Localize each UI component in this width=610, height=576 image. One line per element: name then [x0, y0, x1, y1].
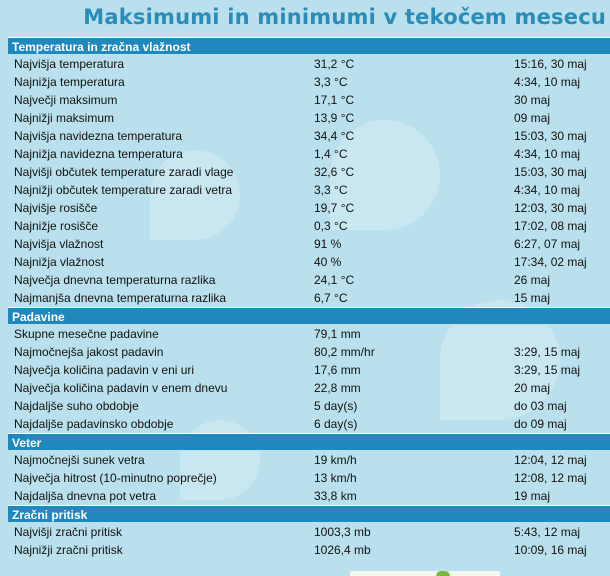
row-label: Najnižji maksimum [14, 111, 115, 125]
row-label: Najnižja navidezna temperatura [14, 147, 183, 161]
row-time: 3:29, 15 maj [514, 363, 581, 377]
row-value: 13 km/h [314, 471, 357, 485]
row-label: Najnižja vlažnost [14, 255, 105, 269]
table-row [8, 253, 610, 271]
row-time: 09 maj [514, 111, 551, 125]
table-row [8, 145, 610, 163]
records-table [8, 37, 610, 559]
row-value: 17,6 mm [314, 363, 361, 377]
row-time: 17:34, 02 maj [514, 255, 587, 269]
section-header: Temperatura in zračna vlažnost [8, 37, 610, 55]
row-label: Največja količina padavin v enem dnevu [14, 381, 228, 395]
row-label: Največja hitrost (10-minutno poprečje) [14, 471, 217, 485]
row-label: Največji maksimum [14, 93, 118, 107]
table-row [8, 379, 610, 397]
row-label: Najvišje rosišče [14, 201, 98, 215]
section-header: Veter [8, 433, 610, 451]
table-row [8, 415, 610, 433]
table-row [8, 397, 610, 415]
table-row [8, 109, 610, 127]
row-label: Najvišji zračni pritisk [14, 525, 123, 539]
table-row [8, 127, 610, 145]
row-value: 79,1 mm [314, 327, 361, 341]
row-value: 6,7 °C [314, 291, 348, 305]
page-title: Maksimumi in minimumi v tekočem mesecu [83, 5, 606, 29]
row-time: 15:16, 30 maj [514, 57, 587, 71]
table-row [8, 91, 610, 109]
row-value: 1026,4 mb [314, 543, 371, 557]
row-label: Najnižji občutek temperature zaradi vetra [14, 183, 233, 197]
table-row [8, 271, 610, 289]
row-time: do 09 maj [514, 417, 567, 431]
table-row [8, 163, 610, 181]
row-label: Najvišji občutek temperature zaradi vlage [14, 165, 234, 179]
row-label: Največja dnevna temperaturna razlika [14, 273, 216, 287]
row-time: 15:03, 30 maj [514, 129, 587, 143]
table-row [8, 469, 610, 487]
row-value: 22,8 mm [314, 381, 361, 395]
row-time: 6:27, 07 maj [514, 237, 581, 251]
section-header: Zračni pritisk [8, 505, 610, 523]
row-label: Najmočnejši sunek vetra [14, 453, 145, 467]
row-value: 3,3 °C [314, 183, 348, 197]
row-time: 30 maj [514, 93, 551, 107]
table-row [8, 343, 610, 361]
row-value: 24,1 °C [314, 273, 355, 287]
row-time: 17:02, 08 maj [514, 219, 587, 233]
row-value: 19 km/h [314, 453, 357, 467]
row-value: 5 day(s) [314, 399, 358, 413]
footer-badge [350, 571, 500, 576]
row-time: 12:03, 30 maj [514, 201, 587, 215]
row-label: Najvišja vlažnost [14, 237, 104, 251]
row-label: Najnižji zračni pritisk [14, 543, 123, 557]
row-value: 32,6 °C [314, 165, 355, 179]
table-row [8, 217, 610, 235]
section-header: Padavine [8, 307, 610, 325]
row-value: 33,8 km [314, 489, 357, 503]
table-row [8, 181, 610, 199]
row-time: 4:34, 10 maj [514, 75, 581, 89]
row-value: 3,3 °C [314, 75, 348, 89]
row-value: 31,2 °C [314, 57, 355, 71]
row-time: 15 maj [514, 291, 551, 305]
row-time: 20 maj [514, 381, 551, 395]
table-row [8, 523, 610, 541]
row-label: Najnižje rosišče [14, 219, 99, 233]
table-row [8, 451, 610, 469]
row-value: 13,9 °C [314, 111, 355, 125]
table-row [8, 361, 610, 379]
row-time: 19 maj [514, 489, 551, 503]
row-label: Skupne mesečne padavine [14, 327, 159, 341]
table-row [8, 289, 610, 307]
row-time: 4:34, 10 maj [514, 183, 581, 197]
row-value: 91 % [314, 237, 342, 251]
row-value: 1003,3 mb [314, 525, 371, 539]
row-time: 26 maj [514, 273, 551, 287]
row-time: 4:34, 10 maj [514, 147, 581, 161]
table-row [8, 325, 610, 343]
table-row [8, 235, 610, 253]
row-value: 0,3 °C [314, 219, 348, 233]
row-label: Najnižja temperatura [14, 75, 125, 89]
table-row [8, 487, 610, 505]
row-value: 17,1 °C [314, 93, 355, 107]
row-time: 3:29, 15 maj [514, 345, 581, 359]
leaf-icon [436, 571, 450, 576]
row-value: 80,2 mm/hr [314, 345, 375, 359]
row-label: Najdaljše suho obdobje [14, 399, 139, 413]
row-label: Najvišja temperatura [14, 57, 125, 71]
row-label: Najmočnejša jakost padavin [14, 345, 164, 359]
row-time: 10:09, 16 maj [514, 543, 587, 557]
row-value: 19,7 °C [314, 201, 355, 215]
table-row [8, 55, 610, 73]
row-time: do 03 maj [514, 399, 567, 413]
row-value: 6 day(s) [314, 417, 358, 431]
row-label: Najdaljša dnevna pot vetra [14, 489, 157, 503]
table-row [8, 199, 610, 217]
row-label: Najmanjša dnevna temperaturna razlika [14, 291, 227, 305]
row-time: 15:03, 30 maj [514, 165, 587, 179]
row-label: Največja količina padavin v eni uri [14, 363, 195, 377]
row-time: 5:43, 12 maj [514, 525, 581, 539]
row-time: 12:08, 12 maj [514, 471, 587, 485]
table-row [8, 541, 610, 559]
row-value: 34,4 °C [314, 129, 355, 143]
row-value: 1,4 °C [314, 147, 348, 161]
row-label: Najvišja navidezna temperatura [14, 129, 183, 143]
row-value: 40 % [314, 255, 342, 269]
table-row [8, 73, 610, 91]
row-label: Najdaljše padavinsko obdobje [14, 417, 174, 431]
row-time: 12:04, 12 maj [514, 453, 587, 467]
